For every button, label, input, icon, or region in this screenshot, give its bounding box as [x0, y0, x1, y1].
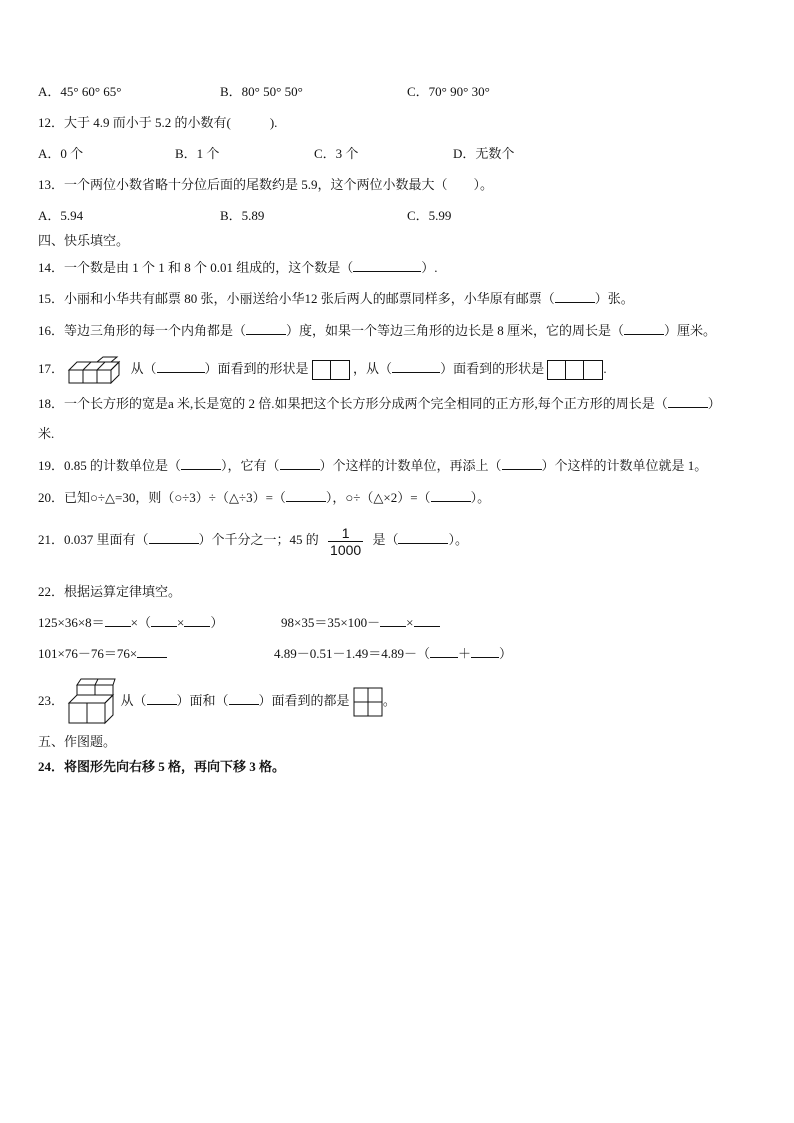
q19: [38, 456, 707, 475]
q17: [38, 356, 607, 384]
q21-answer-blank-1[interactable]: [149, 530, 199, 544]
q15-text-a: 15．小丽和小华共有邮票 80 张，小丽送给小华12 张后两人的邮票同样多，小华原有邮票（: [38, 291, 555, 306]
q21-text-b: ）个千分之一；45 的: [198, 532, 319, 547]
q17-number: 17．: [38, 360, 65, 376]
q23-text-a: 从（: [120, 693, 147, 708]
q22-expr-1-c: ×: [177, 615, 185, 630]
q19-answer-blank-2[interactable]: [280, 456, 320, 470]
q13-option-c: C．5.99: [407, 208, 452, 223]
q17-text-b: ）面看到的形状是: [204, 360, 309, 376]
q14: [38, 258, 438, 277]
q22-row2-left: [38, 644, 167, 663]
q17-answer-blank-1[interactable]: [157, 359, 205, 373]
q18-text-c: 米.: [38, 426, 55, 441]
q13-stem: 13．一个两位小数省略十分位后面的尾数约是 5.9，这个两位小数最大（ ）。: [38, 177, 494, 192]
q12-stem: 12．大于 4.9 而小于 5.2 的小数有( ).: [38, 115, 278, 130]
q22-stem: 22．根据运算定律填空。: [38, 584, 182, 599]
q23-answer-blank-2[interactable]: [229, 691, 259, 705]
q16: [38, 321, 716, 340]
q22-expr-2: 98×35＝35×100－: [281, 615, 381, 630]
q12-option-a: A．0 个: [38, 146, 84, 161]
q11-option-a: A．45° 60° 65°: [38, 84, 122, 99]
q19-answer-blank-3[interactable]: [502, 456, 542, 470]
q23-four-square-grid: [353, 687, 383, 717]
q18-text-b: ）: [707, 396, 721, 411]
q22-blank-8[interactable]: [471, 644, 499, 658]
q14-text-b: ）.: [421, 260, 438, 275]
q14-text-a: 14．一个数是由 1 个 1 和 8 个 0.01 组成的，这个数是（: [38, 260, 354, 275]
q22-expr-3: 101×76－76＝76×: [38, 646, 138, 661]
q21-fraction: [328, 525, 363, 558]
q23-text-d: 。: [382, 693, 396, 708]
q23-answer-blank-1[interactable]: [147, 691, 177, 705]
q21: [38, 519, 468, 561]
q20-answer-blank-2[interactable]: [431, 488, 471, 502]
q22-blank-5[interactable]: [414, 613, 440, 627]
q13-option-a: A．5.94: [38, 208, 84, 223]
q20-text-b: ），○÷（△×2）=（: [325, 490, 431, 505]
q17-text-c: ，从（: [353, 360, 393, 376]
q17-answer-blank-2[interactable]: [392, 359, 440, 373]
q22-blank-3[interactable]: [184, 613, 210, 627]
q15-text-b: ）张。: [594, 291, 634, 306]
section-4-heading: 四、快乐填空。: [38, 233, 130, 248]
q22-expr-4-b: ＋: [458, 646, 472, 661]
q16-answer-blank-2[interactable]: [624, 321, 664, 335]
q22-blank-4[interactable]: [380, 613, 406, 627]
q22-row1-right: [281, 613, 440, 632]
q20: [38, 488, 490, 507]
q22-blank-2[interactable]: [151, 613, 177, 627]
q14-answer-blank[interactable]: [353, 258, 421, 272]
q22-expr-1: 125×36×8＝: [38, 615, 105, 630]
q11-option-c: C．70° 90° 30°: [407, 84, 490, 99]
q22-expr-1-d: ）: [210, 615, 224, 630]
q17-shape-two-squares: [312, 360, 350, 380]
q21-text-d: ）。: [448, 532, 468, 547]
q18-answer-blank[interactable]: [668, 394, 708, 408]
q16-text-b: ）度，如果一个等边三角形的边长是 8 厘米，它的周长是（: [286, 323, 625, 338]
q23-number: 23．: [38, 693, 65, 708]
q22-expr-2-b: ×: [406, 615, 414, 630]
q21-text-a: 21．0.037 里面有（: [38, 532, 149, 547]
q19-text-a: 19．0.85 的计数单位是（: [38, 458, 182, 473]
q20-text-a: 20．已知○÷△=30，则（○÷3）÷（△÷3）=（: [38, 490, 286, 505]
q21-answer-blank-2[interactable]: [398, 530, 448, 544]
q23-text-b: ）面和（: [176, 693, 229, 708]
q19-text-b: ），它有（: [221, 458, 280, 473]
q18-text-a: 18．一个长方形的宽是a 米,长是宽的 2 倍.如果把这个长方形分成两个完全相同的正方形,每个正方形的周长是（: [38, 396, 668, 411]
q22-row2-right: [274, 644, 512, 663]
q17-shape-three-squares: [547, 360, 603, 380]
q17-text-e: .: [603, 360, 607, 376]
q23-cube-figure: [67, 677, 117, 727]
q23: [38, 677, 396, 727]
q21-text-c: 是（: [372, 532, 399, 547]
q16-answer-blank-1[interactable]: [246, 321, 286, 335]
q22-blank-7[interactable]: [430, 644, 458, 658]
q12-option-d: D．无数个: [453, 146, 515, 161]
q18: [38, 394, 721, 413]
q22-expr-4: 4.89－0.51－1.49＝4.89－（: [274, 646, 431, 661]
q19-text-c: ）个这样的计数单位，再添上（: [319, 458, 502, 473]
q11-option-b: B．80° 50° 50°: [220, 84, 303, 99]
q17-text-d: ）面看到的形状是: [440, 360, 545, 376]
q19-answer-blank-1[interactable]: [181, 456, 221, 470]
q12-option-b: B．1 个: [175, 146, 220, 161]
q13-option-b: B．5.89: [220, 208, 265, 223]
q20-text-c: ）。: [470, 490, 491, 505]
q19-text-d: ）个这样的计数单位就是 1。: [541, 458, 708, 473]
q17-cube-figure: [67, 356, 127, 384]
q22-blank-1[interactable]: [105, 613, 131, 627]
q15-answer-blank[interactable]: [555, 289, 595, 303]
q15: [38, 289, 634, 308]
q16-text-a: 16．等边三角形的每一个内角都是（: [38, 323, 247, 338]
q23-text-c: ）面看到的都是: [258, 693, 350, 708]
q22-expr-1-b: ×（: [130, 615, 152, 630]
section-5-heading: 五、作图题。: [38, 734, 117, 749]
q24-stem: 24．将图形先向右移 5 格，再向下移 3 格。: [38, 759, 286, 774]
q20-answer-blank-1[interactable]: [286, 488, 326, 502]
q22-expr-4-c: ）: [499, 646, 513, 661]
q21-fraction-denominator: 1000: [330, 541, 362, 558]
q22-row1-left: [38, 613, 223, 632]
q16-text-c: ）厘米。: [664, 323, 717, 338]
q22-blank-6[interactable]: [137, 644, 167, 658]
q12-option-c: C．3 个: [314, 146, 359, 161]
q17-text-a: 从（: [130, 360, 157, 376]
q21-fraction-numerator: 1: [341, 524, 350, 541]
